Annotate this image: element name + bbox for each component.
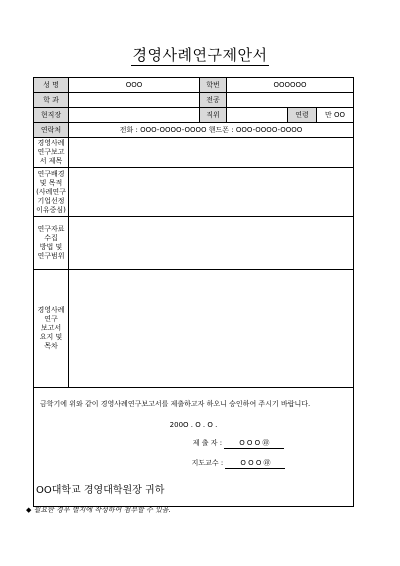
name-label: 성 명 [34,78,69,93]
student-id-label: 학번 [200,78,227,93]
background-field[interactable] [69,168,354,217]
position-label: 직위 [200,108,227,123]
contact-field[interactable]: 전화 : OOO-OOOO-OOOO 핸드폰 : OOO-OOOO-OOOO [69,123,354,138]
dept-label: 학 과 [34,93,69,108]
row-method [34,217,354,270]
method-label: 연구자료 수집 방법 및 연구범위 [34,217,69,270]
name-field[interactable]: OOO [69,78,200,93]
submitter-signature[interactable]: O O O ㊞ [224,439,284,449]
statement-date: 200O . O . O . [169,421,218,429]
addressee: OO대학교 경영대학원장 귀하 [36,485,165,496]
major-field[interactable] [227,93,354,108]
row-dept [34,93,354,108]
row-workplace [34,108,354,123]
row-summary [34,270,354,388]
advisor-line [34,459,353,469]
student-id-field[interactable]: OOOOOO [227,78,354,93]
row-statement [34,388,354,507]
submitter-label: 제 출 자 : [192,439,223,447]
major-label: 전공 [200,93,227,108]
title-text: 경영사례연구제안서 [132,46,268,64]
statement-body: 금학기에 위와 같이 경영사례연구보고서를 제출하고자 하오니 승인하여 주시기 바랍니다. [40,400,311,408]
background-label: 연구배경 및 목적 (사례연구 기업선정 이유중심) [34,168,69,217]
advisor-label: 지도교수 : [191,459,224,467]
contact-label: 연락처 [34,123,69,138]
workplace-field[interactable] [69,108,200,123]
summary-label: 경영사례 연구 보고서 요지 및 목차 [34,270,69,388]
position-field[interactable] [227,108,288,123]
age-field[interactable]: 만 OO [317,108,354,123]
submitter-line [34,439,353,449]
summary-field[interactable] [69,270,354,388]
row-report-title [34,138,354,168]
workplace-label: 현직장 [34,108,69,123]
row-name [34,78,354,93]
advisor-signature[interactable]: O O O ㊞ [225,459,285,469]
proposal-form-table [33,77,354,507]
row-contact [34,123,354,138]
report-title-label: 경영사례 연구보고 서 제목 [34,138,69,168]
footnote: ◆ 필요한 경우 별지에 작성하여 첨부할 수 있음. [26,506,171,514]
age-label: 연령 [288,108,317,123]
row-background [34,168,354,217]
method-field[interactable] [69,217,354,270]
document-title [0,44,400,65]
statement-cell [34,388,354,507]
report-title-field[interactable] [69,138,354,168]
dept-field[interactable] [69,93,200,108]
